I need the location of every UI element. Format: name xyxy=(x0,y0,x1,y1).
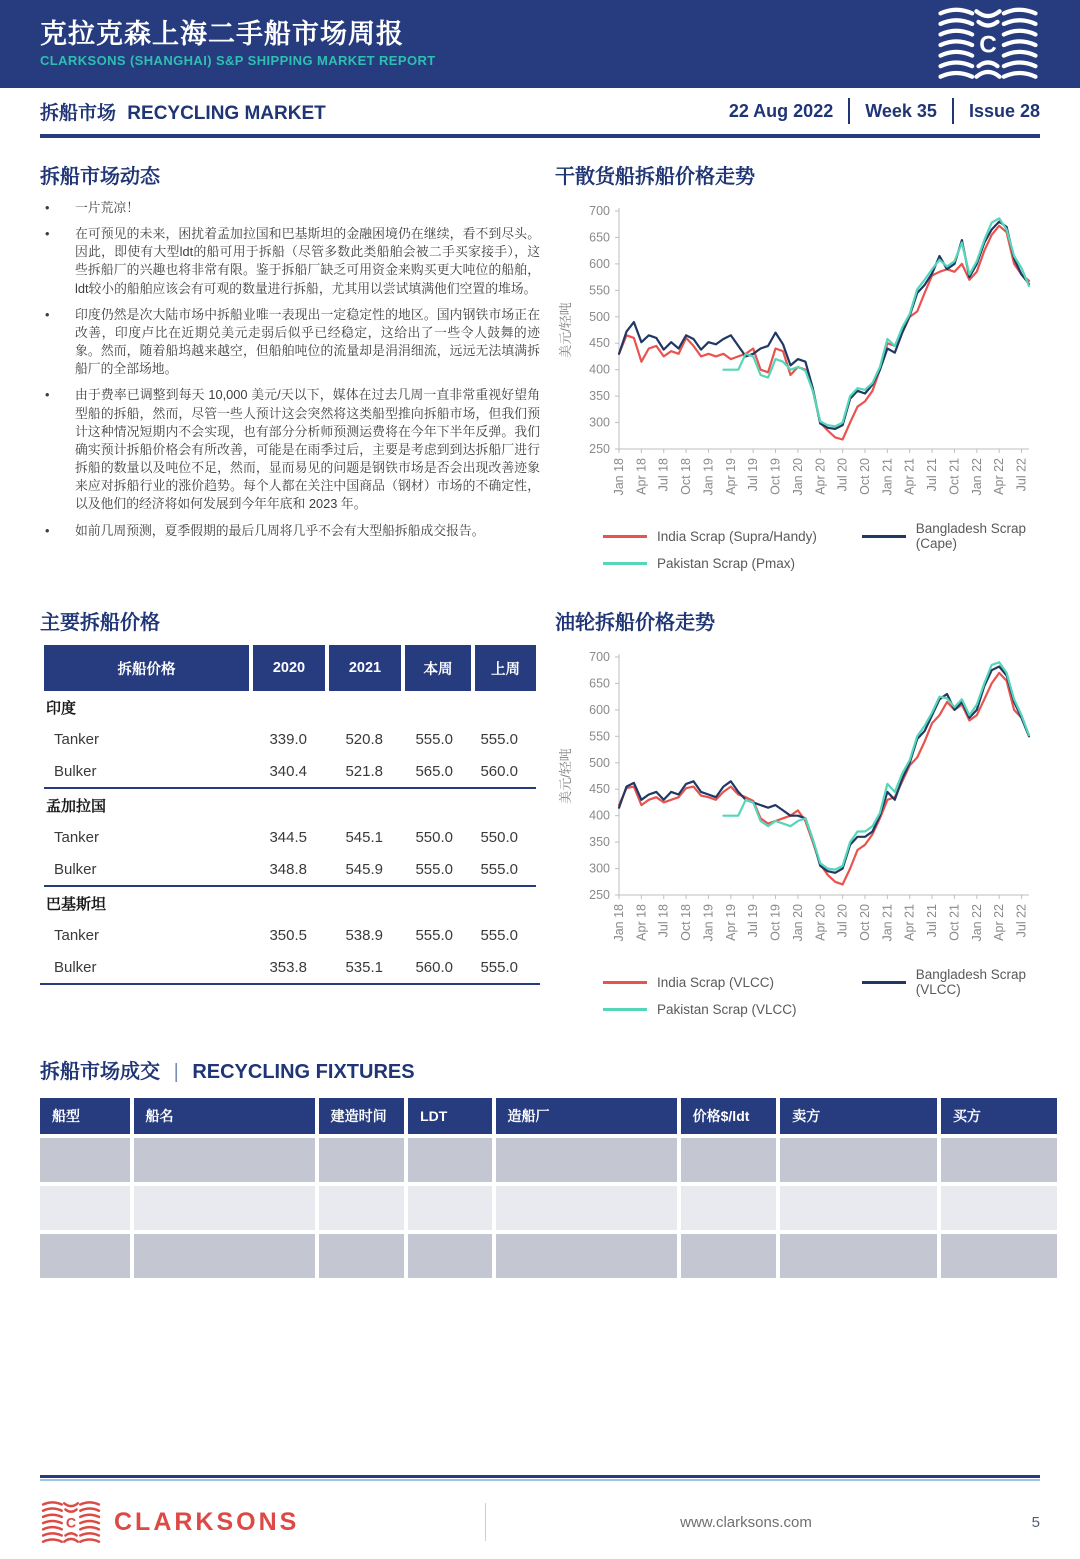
svg-text:Jul 19: Jul 19 xyxy=(746,458,761,492)
price-value: 550.0 xyxy=(415,828,453,846)
bullet-text: 在可预见的未来，困扰着孟加拉国和巴基斯坦的金融困境仍在继续，看不到尽头。因此，即使有大型ldt的船可用于拆船（尽管多数此类船舶会被二手买家接手），这些拆船厂的兴趣也将非常有限。鉴于拆船厂缺乏可用资金来购买更大吨位的船舶，ldt较小的船舶应该会有可观的数量进行拆船，尤其用以尝试填满他们空置的堆场。 xyxy=(75,226,540,296)
svg-text:Jul 21: Jul 21 xyxy=(925,904,940,938)
bullet-marker: • xyxy=(45,226,50,242)
svg-text:Apr 18: Apr 18 xyxy=(634,904,649,941)
fixtures-empty-cell xyxy=(496,1186,677,1230)
fixtures-section xyxy=(40,1047,1065,1282)
fixtures-title xyxy=(40,1055,1065,1084)
svg-text:美元/轻吨: 美元/轻吨 xyxy=(558,302,573,358)
footer-url[interactable]: www.clarksons.com xyxy=(680,1513,812,1531)
fixtures-empty-cell xyxy=(408,1138,491,1182)
fixtures-empty-cell xyxy=(780,1186,937,1230)
price-value: 340.4 xyxy=(269,762,307,780)
price-value: 535.1 xyxy=(345,958,383,976)
bullet-text: 一片荒凉！ xyxy=(75,200,139,215)
price-table-title: 主要拆船价格 xyxy=(40,612,160,634)
section-bar xyxy=(40,88,1040,138)
report-body xyxy=(0,138,1080,1282)
fixtures-empty-cell xyxy=(319,1186,404,1230)
price-value: 545.9 xyxy=(345,860,383,878)
svg-text:Oct 19: Oct 19 xyxy=(768,458,783,495)
legend-item xyxy=(603,1002,862,1017)
logo-letter: C xyxy=(979,31,997,59)
price-value: 344.5 xyxy=(269,828,307,846)
svg-text:Apr 20: Apr 20 xyxy=(813,458,828,495)
fixtures-col-header: 船名 xyxy=(134,1098,315,1134)
price-group-row xyxy=(44,885,536,919)
bulker-chart-title: 干散货船拆船价格走势 xyxy=(555,166,755,188)
legend-item xyxy=(862,967,1065,997)
tanker-chart-title: 油轮拆船价格走势 xyxy=(555,612,715,634)
legend-label: Pakistan Scrap (VLCC) xyxy=(657,1002,797,1017)
legend-label: Pakistan Scrap (Pmax) xyxy=(657,556,796,571)
price-group-name: 印度 xyxy=(46,699,77,717)
svg-text:Jul 22: Jul 22 xyxy=(1014,458,1029,492)
svg-text:Jul 20: Jul 20 xyxy=(835,904,850,938)
fixtures-col-header: 船型 xyxy=(40,1098,130,1134)
svg-text:Apr 19: Apr 19 xyxy=(723,458,738,495)
fixtures-empty-cell xyxy=(496,1234,677,1278)
tanker-chart-section xyxy=(555,598,1065,1017)
svg-text:Jan 22: Jan 22 xyxy=(969,904,984,942)
price-group-name: 孟加拉国 xyxy=(44,787,536,821)
svg-text:Jan 19: Jan 19 xyxy=(701,904,716,942)
fixtures-table xyxy=(36,1094,1061,1282)
legend-label: India Scrap (Supra/Handy) xyxy=(657,528,817,544)
fixtures-col-header: 卖方 xyxy=(780,1098,937,1134)
price-row xyxy=(44,919,536,951)
fixtures-empty-row xyxy=(40,1186,1057,1230)
price-row-label: Tanker xyxy=(54,730,100,748)
svg-text:500: 500 xyxy=(589,755,610,770)
svg-text:Apr 18: Apr 18 xyxy=(634,458,649,495)
fixtures-empty-cell xyxy=(681,1234,777,1278)
svg-text:300: 300 xyxy=(589,415,610,430)
legend-item xyxy=(862,521,1065,551)
fixtures-empty-cell xyxy=(408,1186,491,1230)
clarksons-wave-logo-red-icon xyxy=(40,1500,102,1545)
legend-label: Bangladesh Scrap (Cape) xyxy=(915,521,1027,551)
svg-text:250: 250 xyxy=(589,442,610,456)
market-dynamics-list xyxy=(40,199,540,540)
svg-text:Jan 22: Jan 22 xyxy=(969,458,984,496)
logo-letter: C xyxy=(65,1514,77,1531)
bulker-scrap-price-chart xyxy=(555,199,1065,517)
svg-text:Jan 20: Jan 20 xyxy=(790,904,805,942)
svg-text:500: 500 xyxy=(589,309,610,324)
fixtures-empty-cell xyxy=(319,1234,404,1278)
svg-text:450: 450 xyxy=(589,336,610,351)
price-table xyxy=(40,645,540,983)
price-value: 555.0 xyxy=(480,730,518,748)
week-number: Week 35 xyxy=(865,100,937,121)
bullet-marker: • xyxy=(45,387,50,403)
svg-text:Oct 20: Oct 20 xyxy=(858,458,872,495)
section-title xyxy=(40,98,326,125)
report-title-zh: 克拉克森上海二手船市场周报 xyxy=(40,18,404,49)
svg-text:700: 700 xyxy=(589,204,610,218)
price-value: 339.0 xyxy=(269,730,307,748)
svg-text:Oct 19: Oct 19 xyxy=(768,904,783,941)
footer-rule-blue xyxy=(40,1479,1040,1481)
bullet-text: 由于费率已调整到每天 10,000 美元/天以下，媒体在过去几周一直非常重视好望角型船的拆船，然而，尽管一些人预计这会突然将这类船型推向拆船市场，但我们预计这种情况短期内不会实现，也有部分分析师预测运费将在今年下半年反弹。我们确实预计拆船价格会有所改善，可能是在雨季过后，主要是考虑到到达拆船厂进行拆船的数量以及吨位不足，然而，显而易见的问题是钢铁市场是否会出现改善迹象来应对拆船行业的涨价趋势。每个人都在关注中国商品（钢材）市场的不确定性，以及他们的经济将如何发展到今年年底和 2023 年。 xyxy=(75,387,540,512)
svg-text:400: 400 xyxy=(589,362,610,377)
price-table-wrap xyxy=(40,645,540,985)
price-value: 545.1 xyxy=(345,828,383,846)
page-number: 5 xyxy=(1031,1513,1040,1531)
svg-text:250: 250 xyxy=(589,888,610,902)
svg-text:Jan 20: Jan 20 xyxy=(790,458,805,496)
legend-line-swatch xyxy=(862,535,906,538)
price-table-head xyxy=(44,645,536,691)
svg-text:600: 600 xyxy=(589,702,610,717)
legend-line-swatch xyxy=(603,1008,647,1011)
fixtures-empty-cell xyxy=(780,1234,937,1278)
fixtures-empty-cell xyxy=(40,1138,130,1182)
section-title-en: RECYCLING MARKET xyxy=(127,102,326,124)
price-value: 348.8 xyxy=(269,860,307,878)
meta-divider xyxy=(848,98,850,124)
price-row-label: Bulker xyxy=(54,860,97,878)
bulker-chart-legend xyxy=(603,521,1065,571)
fixtures-empty-cell xyxy=(941,1186,1057,1230)
svg-text:Jan 21: Jan 21 xyxy=(880,904,895,942)
fixtures-empty-cell xyxy=(134,1138,315,1182)
svg-text:Jul 21: Jul 21 xyxy=(925,458,940,492)
price-row-label: Bulker xyxy=(54,958,97,976)
bullet-text: 印度仍然是次大陆市场中拆船业唯一表现出一定稳定性的地区。国内钢铁市场正在改善，印度卢比在近期兑美元走弱后似乎已经稳定，这给出了一些令人鼓舞的迹象。然而，随着船坞越来越空，但船舶吨位的流量却是涓涓细流，远远无法填满拆船厂的全部场地。 xyxy=(75,306,540,377)
price-value: 520.8 xyxy=(345,730,383,748)
price-value: 353.8 xyxy=(269,958,307,976)
fixtures-title-en: RECYCLING FIXTURES xyxy=(192,1061,415,1083)
meta-divider xyxy=(952,98,954,124)
svg-text:650: 650 xyxy=(589,676,610,691)
fixtures-empty-cell xyxy=(40,1234,130,1278)
price-value: 555.0 xyxy=(480,926,518,944)
svg-text:550: 550 xyxy=(589,729,610,744)
footer-rule-navy xyxy=(40,1475,1040,1478)
price-value: 555.0 xyxy=(480,860,518,878)
legend-item xyxy=(603,967,862,997)
fixtures-col-header: 买方 xyxy=(941,1098,1057,1134)
fixtures-empty-cell xyxy=(408,1234,491,1278)
legend-line-swatch xyxy=(603,562,647,565)
fixtures-title-zh: 拆船市场成交 xyxy=(40,1061,160,1083)
fixtures-empty-row xyxy=(40,1234,1057,1278)
fixtures-empty-cell xyxy=(941,1234,1057,1278)
section-title-zh: 拆船市场 xyxy=(40,102,117,124)
legend-line-swatch xyxy=(862,981,906,984)
svg-text:Jul 18: Jul 18 xyxy=(656,458,671,492)
price-row xyxy=(44,821,536,853)
price-value: 350.5 xyxy=(269,926,307,944)
svg-text:Apr 22: Apr 22 xyxy=(992,458,1007,495)
tanker-scrap-price-chart xyxy=(555,645,1065,963)
dynamics-bullet xyxy=(40,386,540,513)
footer-brand-name: CLARKSONS xyxy=(114,1507,300,1536)
fixtures-empty-cell xyxy=(496,1138,677,1182)
legend-label: Bangladesh Scrap (VLCC) xyxy=(915,967,1027,997)
fixtures-col-header: 价格$/ldt xyxy=(681,1098,777,1134)
issue-number: Issue 28 xyxy=(968,100,1040,121)
fixtures-col-header: 造船厂 xyxy=(496,1098,677,1134)
svg-text:美元/轻吨: 美元/轻吨 xyxy=(558,748,573,804)
price-col-header: 拆船价格 xyxy=(44,645,249,691)
legend-item xyxy=(603,556,862,571)
price-row xyxy=(44,755,536,787)
fixtures-table-head xyxy=(40,1098,1057,1134)
price-value: 521.8 xyxy=(345,762,383,780)
price-row xyxy=(44,723,536,755)
fixtures-empty-cell xyxy=(134,1234,315,1278)
price-col-header: 2020 xyxy=(253,645,325,691)
dynamics-bullet xyxy=(40,225,540,298)
market-dynamics-section xyxy=(40,152,540,598)
svg-text:Oct 20: Oct 20 xyxy=(858,904,872,941)
price-col-header: 本周 xyxy=(405,645,471,691)
dynamics-bullet xyxy=(40,199,540,217)
svg-text:Jan 19: Jan 19 xyxy=(701,458,716,496)
fixtures-col-header: 建造时间 xyxy=(319,1098,404,1134)
svg-text:Jul 18: Jul 18 xyxy=(656,904,671,938)
fixtures-col-header: LDT xyxy=(408,1098,491,1134)
price-col-header: 上周 xyxy=(475,645,536,691)
bullet-marker: • xyxy=(45,306,50,322)
price-value: 555.0 xyxy=(480,958,518,976)
bulker-chart-section xyxy=(555,152,1065,598)
dynamics-bullet xyxy=(40,522,540,540)
report-header-text xyxy=(40,20,436,69)
svg-text:Apr 21: Apr 21 xyxy=(902,904,917,941)
svg-text:350: 350 xyxy=(589,389,610,404)
report-footer xyxy=(40,1475,1040,1547)
fixtures-empty-cell xyxy=(681,1138,777,1182)
price-value: 555.0 xyxy=(415,860,453,878)
report-date: 22 Aug 2022 xyxy=(728,100,834,121)
issue-meta xyxy=(729,98,1040,124)
fixtures-empty-cell xyxy=(780,1138,937,1182)
svg-text:550: 550 xyxy=(589,283,610,298)
report-header xyxy=(0,0,1080,88)
svg-text:Jan 21: Jan 21 xyxy=(880,458,895,496)
footer-row xyxy=(40,1497,1040,1547)
price-row-label: Tanker xyxy=(54,926,100,944)
tanker-chart-legend xyxy=(603,967,1065,1017)
svg-text:Oct 18: Oct 18 xyxy=(679,904,694,941)
fixtures-empty-cell xyxy=(40,1186,130,1230)
clarksons-wave-logo-icon xyxy=(934,6,1042,82)
fixtures-empty-row xyxy=(40,1138,1057,1182)
fixtures-empty-cell xyxy=(319,1138,404,1182)
price-table-section xyxy=(40,598,540,1017)
svg-text:Apr 19: Apr 19 xyxy=(723,904,738,941)
price-group-row xyxy=(44,787,536,821)
market-dynamics-title: 拆船市场动态 xyxy=(40,166,160,188)
svg-text:350: 350 xyxy=(589,835,610,850)
svg-text:Jul 20: Jul 20 xyxy=(835,458,850,492)
price-row xyxy=(44,951,536,983)
price-group-row xyxy=(44,691,536,723)
price-row xyxy=(44,853,536,885)
price-value: 560.0 xyxy=(415,958,453,976)
svg-text:Apr 22: Apr 22 xyxy=(992,904,1007,941)
price-value: 538.9 xyxy=(345,926,383,944)
price-value: 555.0 xyxy=(415,730,453,748)
svg-text:300: 300 xyxy=(589,861,610,876)
fixtures-title-divider: | xyxy=(173,1061,179,1083)
dynamics-bullet xyxy=(40,306,540,379)
svg-text:Oct 21: Oct 21 xyxy=(947,904,962,941)
svg-text:400: 400 xyxy=(589,808,610,823)
legend-line-swatch xyxy=(603,535,647,538)
svg-text:450: 450 xyxy=(589,782,610,797)
svg-text:Jul 22: Jul 22 xyxy=(1014,904,1029,938)
fixtures-empty-cell xyxy=(941,1138,1057,1182)
price-group-name: 巴基斯坦 xyxy=(44,885,536,919)
fixtures-empty-cell xyxy=(134,1186,315,1230)
report-title-en: CLARKSONS (SHANGHAI) S&P SHIPPING MARKET REPORT xyxy=(40,53,436,69)
fixtures-empty-cell xyxy=(681,1186,777,1230)
svg-text:Oct 18: Oct 18 xyxy=(679,458,694,495)
svg-text:Apr 21: Apr 21 xyxy=(902,458,917,495)
svg-text:650: 650 xyxy=(589,230,610,245)
bullet-text: 如前几周预测，夏季假期的最后几周将几乎不会有大型船拆船成交报告。 xyxy=(75,522,485,538)
svg-text:Oct 21: Oct 21 xyxy=(947,458,962,495)
price-value: 555.0 xyxy=(415,926,453,944)
bullet-marker: • xyxy=(45,200,50,215)
svg-text:Jan 18: Jan 18 xyxy=(612,458,626,496)
price-row-label: Tanker xyxy=(54,828,100,846)
legend-item xyxy=(603,521,862,551)
footer-brand xyxy=(40,1500,485,1545)
svg-text:600: 600 xyxy=(589,256,610,271)
price-value: 565.0 xyxy=(415,762,453,780)
svg-text:Apr 20: Apr 20 xyxy=(813,904,828,941)
svg-text:700: 700 xyxy=(589,650,610,664)
price-value: 560.0 xyxy=(480,762,518,780)
svg-text:Jan 18: Jan 18 xyxy=(612,904,626,942)
svg-text:Jul 19: Jul 19 xyxy=(746,904,761,938)
legend-label: India Scrap (VLCC) xyxy=(657,974,775,990)
price-row-label: Bulker xyxy=(54,762,97,780)
price-col-header: 2021 xyxy=(329,645,401,691)
bullet-marker: • xyxy=(45,522,50,538)
price-value: 550.0 xyxy=(480,828,518,846)
legend-line-swatch xyxy=(603,981,647,984)
